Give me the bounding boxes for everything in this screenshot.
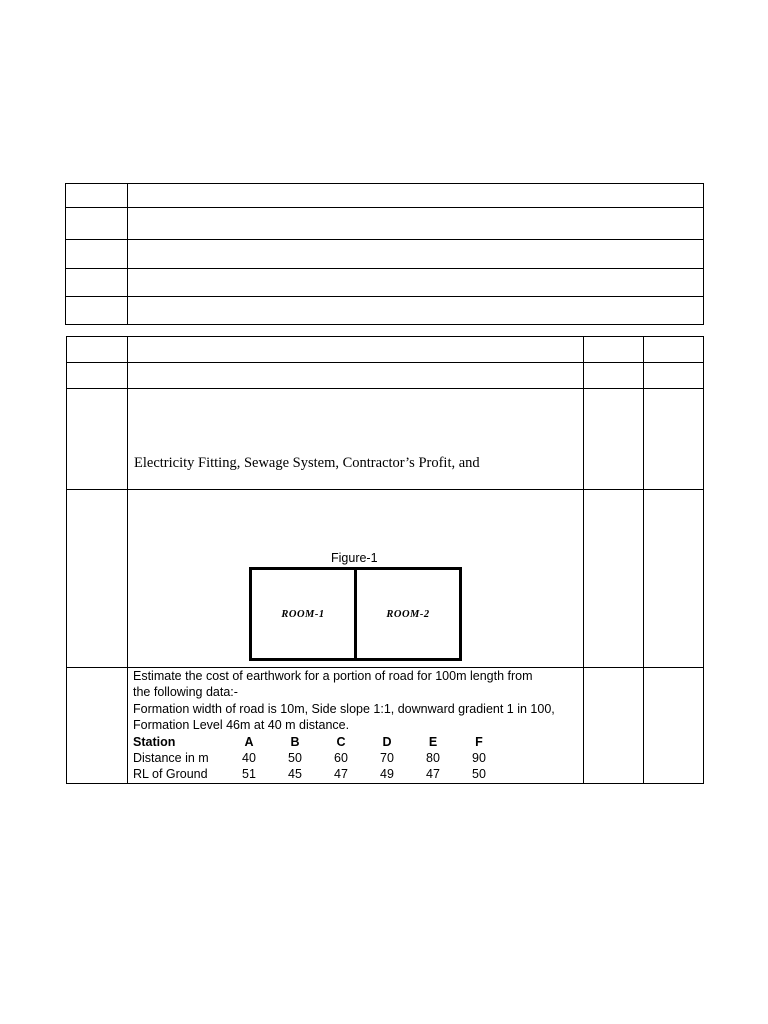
- room-1-label: ROOM-1: [281, 608, 325, 620]
- cell: [67, 490, 128, 668]
- rl-value: 50: [472, 767, 486, 782]
- figure-cell: [128, 490, 584, 668]
- cell: [584, 337, 644, 363]
- distance-value: 80: [426, 751, 440, 766]
- station-header-row: [133, 734, 502, 750]
- cell: [128, 269, 704, 297]
- station-name: E: [428, 734, 438, 749]
- cell: [128, 208, 704, 240]
- cell: [128, 240, 704, 269]
- cell: [66, 208, 128, 240]
- rl-value: 45: [288, 767, 302, 782]
- question-table: [66, 336, 704, 784]
- cell: [644, 363, 704, 389]
- rl-ground-row: [133, 766, 502, 782]
- question-line: Formation width of road is 10m, Side slope 1:1, downward gradient 1 in 100,: [133, 701, 555, 716]
- distance-value: 70: [380, 751, 394, 766]
- cell: [128, 337, 584, 363]
- figure-caption: Figure-1: [331, 551, 378, 565]
- cell: [66, 269, 128, 297]
- cell: [584, 389, 644, 490]
- cell: [66, 184, 128, 208]
- cell: [67, 363, 128, 389]
- rl-value: 51: [242, 767, 256, 782]
- cell: [128, 297, 704, 325]
- cell: [67, 337, 128, 363]
- distance-row: [133, 750, 502, 766]
- cell: [67, 389, 128, 490]
- distance-value: 60: [334, 751, 348, 766]
- station-header-label: Station: [133, 734, 176, 749]
- distance-value: 40: [242, 751, 256, 766]
- cell: [584, 668, 644, 784]
- station-name: B: [290, 734, 300, 749]
- cell: [128, 363, 584, 389]
- question-line: Formation Level 46m at 40 m distance.: [133, 718, 350, 733]
- row-label: Distance in m: [133, 751, 209, 766]
- station-data-table: [133, 734, 502, 783]
- station-name: A: [244, 734, 254, 749]
- distance-value: 90: [472, 751, 486, 766]
- room-2-label: ROOM-2: [386, 608, 430, 620]
- station-name: D: [382, 734, 392, 749]
- cell: [67, 668, 128, 784]
- room-1-box: [249, 567, 357, 661]
- cell: [128, 184, 704, 208]
- rl-value: 47: [334, 767, 348, 782]
- station-name: C: [336, 734, 346, 749]
- cell: [66, 240, 128, 269]
- section-heading-cell: [128, 389, 584, 490]
- room-2-box: [354, 567, 462, 661]
- row-label: RL of Ground: [133, 767, 208, 782]
- rl-value: 49: [380, 767, 394, 782]
- section-heading-line: Electricity Fitting, Sewage System, Contractor’s Profit, and: [134, 455, 480, 471]
- cell: [644, 337, 704, 363]
- question-line: the following data:-: [133, 685, 238, 700]
- cell: [584, 363, 644, 389]
- question-line: Estimate the cost of earthwork for a portion of road for 100m length from: [133, 669, 533, 683]
- question-cell: [128, 668, 584, 784]
- station-name: F: [475, 734, 483, 749]
- cell: [644, 389, 704, 490]
- cell: [644, 490, 704, 668]
- cell: [66, 297, 128, 325]
- distance-value: 50: [288, 751, 302, 766]
- cell: [644, 668, 704, 784]
- header-table: [65, 183, 704, 325]
- rl-value: 47: [426, 767, 440, 782]
- cell: [584, 490, 644, 668]
